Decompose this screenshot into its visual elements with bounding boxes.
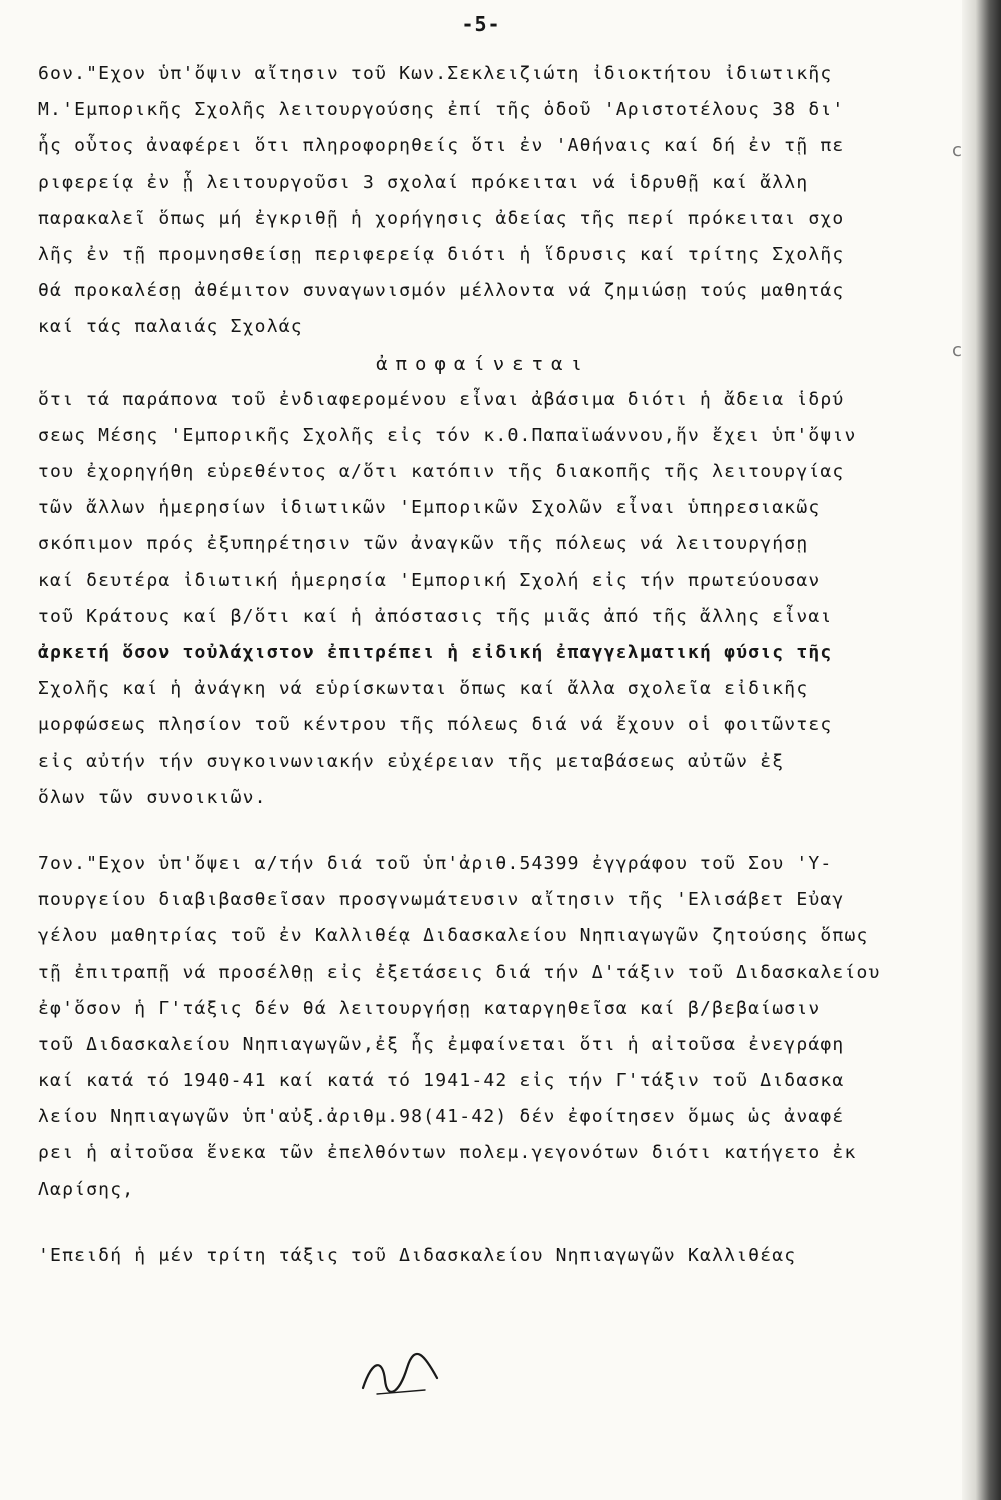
text-line: καί δευτέρα ἰδιωτική ἡμερησία 'Εμπορική Σχολή εἰς τήν πρωτεύουσαν [38, 569, 821, 591]
document-body [38, 56, 928, 1274]
section-6 [38, 56, 928, 816]
text-line: ὅτι τά παράπονα τοῦ ἐνδιαφερομένου εἶναι ἀβάσιμα διότι ἡ ἄδεια ἱδρύ [38, 388, 845, 410]
text-line: μορφώσεως πλησίον τοῦ κέντρου τῆς πόλεως διά νά ἔχουν οἱ φοιτῶντες [38, 714, 833, 736]
text-line: ὅλων τῶν συνοικιῶν. [38, 786, 267, 808]
margin-marks [952, 0, 964, 1500]
section-gap [38, 1208, 928, 1238]
handwritten-signature [355, 1350, 445, 1400]
text-line: του ἐχορηγήθη εὑρεθέντος α/ὅτι κατόπιν τῆς διακοπῆς τῆς λειτουργίας [38, 461, 845, 483]
text-line: εἰς αὐτήν τήν συγκοινωνιακήν εὐχέρειαν τῆς μεταβάσεως αὐτῶν ἐξ [38, 750, 785, 772]
text-line: σκόπιμον πρός ἐξυπηρέτησιν τῶν ἀναγκῶν τῆς πόλεως νά λειτουργήσῃ [38, 533, 809, 555]
text-line: τῶν ἄλλων ἡμερησίων ἰδιωτικῶν 'Εμπορικῶν Σχολῶν εἶναι ὑπηρεσιακῶς [38, 497, 821, 519]
text-line: γέλου μαθητρίας τοῦ ἐν Καλλιθέᾳ Διδασκαλείου Νηπιαγωγῶν ζητούσης ὅπως [38, 925, 869, 947]
text-line: καί τάς παλαιάς Σχολάς [38, 316, 303, 338]
text-line: ἧς οὗτος ἀναφέρει ὅτι πληροφορηθείς ὅτι ἐν 'Αθήναις καί δή ἐν τῇ πε [38, 135, 845, 157]
text-line: λῆς ἐν τῇ προμνησθείσῃ περιφερείᾳ διότι ἡ ἵδρυσις καί τρίτης Σχολῆς [38, 243, 845, 265]
text-line: τοῦ Διδασκαλείου Νηπιαγωγῶν,ἐξ ἧς ἐμφαίνεται ὅτι ἡ αἰτοῦσα ἐνεγράφη [38, 1033, 845, 1055]
text-line: ἐφ'ὅσον ἡ Γ'τάξις δέν θά λειτουργήσῃ καταργηθεῖσα καί β/βεβαίωσιν [38, 997, 821, 1019]
text-line: Λαρίσης, [38, 1178, 135, 1200]
section-7 [38, 846, 928, 1274]
text-line: παρακαλεῖ ὅπως μή ἐγκριθῇ ἡ χορήγησις ἀδείας τῆς περί πρόκειται σχο [38, 207, 845, 229]
text-line: Μ.'Εμπορικῆς Σχολῆς λειτουργούσης ἐπί τῆς ὁδοῦ 'Αριστοτέλους 38 δι' [38, 99, 845, 121]
text-line: 7ον."Εχον ὑπ'ὄψει α/τήν διά τοῦ ὑπ'ἀριθ.54399 ἐγγράφου τοῦ Σου 'Υ- [38, 852, 833, 874]
margin-mark: c [952, 340, 962, 361]
text-line: Σχολῆς καί ἡ ἀνάγκη νά εὑρίσκωνται ὅπως καί ἄλλα σχολεῖα εἰδικῆς [38, 678, 809, 700]
text-line: τῇ ἐπιτραπῇ νά προσέλθῃ εἰς ἐξετάσεις διά τήν Δ'τάξιν τοῦ Διδασκαλείου [38, 961, 881, 983]
text-line: ρει ἡ αἰτοῦσα ἕνεκα τῶν ἐπελθόντων πολεμ.γεγονότων διότι κατήγετο ἐκ [38, 1142, 857, 1164]
text-line: 'Επειδή ἡ μέν τρίτη τάξις τοῦ Διδασκαλείου Νηπιαγωγῶν Καλλιθέας [38, 1244, 797, 1266]
text-line: τοῦ Κράτους καί β/ὅτι καί ἡ ἀπόστασις τῆς μιᾶς ἀπό τῆς ἄλλης εἶναι [38, 605, 833, 627]
section-gap [38, 816, 928, 846]
text-line: σεως Μέσης 'Εμπορικῆς Σχολῆς εἰς τόν κ.Θ.Παπαϊωάννου,ἥν ἔχει ὑπ'ὄψιν [38, 424, 857, 446]
text-line: ἀρκετή ὅσον τοὐλάχιστον ἐπιτρέπει ἡ εἰδική ἐπαγγελματική φύσις τῆς [38, 642, 833, 663]
page-number: -5- [461, 12, 501, 36]
decision-heading: ἀποφαίνεται [376, 352, 590, 375]
text-line: πουργείου διαβιβασθεῖσαν προσγνωμάτευσιν αἴτησιν τῆς 'Ελισάβετ Εὐαγ [38, 889, 845, 911]
text-line: λείου Νηπιαγωγῶν ὑπ'αὐξ.ἀριθμ.98(41-42) δέν ἐφοίτησεν ὅμως ὡς ἀναφέ [38, 1106, 845, 1128]
text-line: θά προκαλέσῃ ἀθέμιτον συναγωνισμόν μέλλοντα νά ζημιώσῃ τούς μαθητάς [38, 280, 845, 302]
text-line: καί κατά τό 1940-41 καί κατά τό 1941-42 εἰς τήν Γ'τάξιν τοῦ Διδασκα [38, 1070, 845, 1092]
page-binding-edge [962, 0, 1001, 1500]
text-line: 6ον."Εχον ὑπ'ὄψιν αἴτησιν τοῦ Κων.Σεκλειζιώτη ἰδιοκτήτου ἰδιωτικῆς [38, 63, 833, 84]
margin-mark: c [952, 140, 962, 161]
text-line: ριφερείᾳ ἐν ᾗ λειτουργοῦσι 3 σχολαί πρόκειται νά ἱδρυθῇ καί ἄλλη [38, 171, 809, 193]
